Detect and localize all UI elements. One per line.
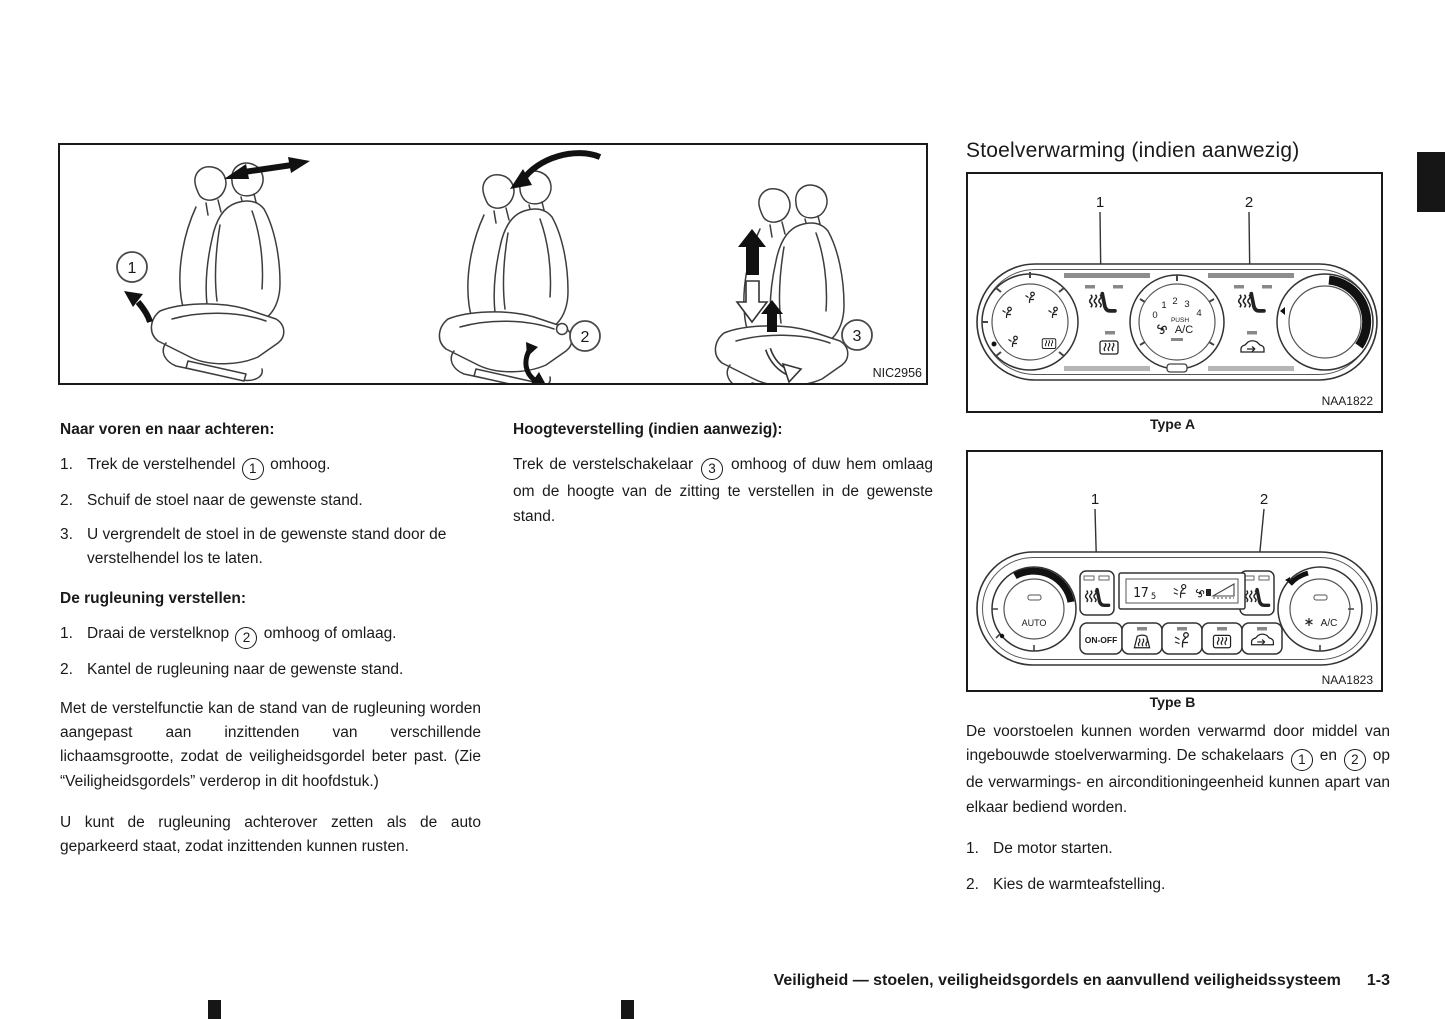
- ac-label: A/C: [1174, 324, 1194, 336]
- item-text: Kies de warmteafstelling.: [993, 876, 1166, 894]
- ac-label: A/C: [1320, 618, 1338, 629]
- footer-page-number: 1-3: [1366, 972, 1390, 989]
- heater-panel-type-a-drawing: [968, 174, 1381, 411]
- paragraph-height: [513, 453, 933, 529]
- list-item: [60, 622, 481, 649]
- figure-code: NIC2956: [872, 366, 922, 380]
- registration-mark: [621, 1000, 634, 1019]
- callout-2-label: 2: [1244, 194, 1254, 211]
- heading-seat-heating: Stoelverwarming (indien aanwezig): [966, 139, 1300, 162]
- callout-1-label: 1: [1090, 491, 1100, 508]
- paragraph-heating-post: op de verwarmings- en airconditioningeenheid kunnen apart van elkaar bediend worden.: [966, 747, 1390, 816]
- paragraph-height-post: omhoog of duw hem omlaag om de hoogte van de zitting te verstellen in de gewenste stand.: [513, 456, 934, 525]
- item-number: 2.: [60, 492, 73, 510]
- circled-number-3: 3: [701, 458, 723, 480]
- item-text-pre: Draai de verstelknop: [87, 625, 230, 643]
- seat-height-illustration: [715, 185, 872, 383]
- list-item: [60, 523, 481, 572]
- display-temp-frac: 5: [1151, 592, 1157, 602]
- item-number: 3.: [60, 525, 73, 543]
- callout-1-label: 1: [1095, 194, 1105, 211]
- temperature-dial: [1277, 274, 1373, 370]
- seat-adjustment-figure: [58, 143, 928, 385]
- fan-1-label: 1: [1161, 300, 1167, 311]
- climate-display: [1119, 573, 1245, 609]
- paragraph-heating-pre: De voorstoelen kunnen worden verwarmd door middel van ingebouwde stoelverwarming. De schakelaars: [966, 723, 1390, 765]
- heading-forward-back: Naar voren en naar achteren:: [60, 421, 275, 438]
- list-item: [60, 453, 481, 480]
- on-off-label: ON-OFF: [1084, 635, 1118, 645]
- page-footer: [400, 972, 1390, 990]
- footer-chapter-title: Veiligheid — stoelen, veiligheidsgordels en aanvullend veiligheidssysteem: [773, 972, 1341, 989]
- push-label: PUSH: [1170, 317, 1190, 324]
- dial-tab: [1167, 364, 1187, 372]
- up-arrow: [738, 229, 766, 275]
- callout-3-label: 3: [852, 328, 862, 345]
- list-item: [966, 873, 1390, 897]
- seat-slide-illustration: [117, 157, 310, 381]
- dial-position-dot: [992, 342, 997, 347]
- auto-label: AUTO: [1021, 618, 1047, 628]
- heater-panel-type-a-figure: [966, 172, 1383, 413]
- fan-0-label: 0: [1152, 310, 1158, 321]
- panel-b-button-row: [1080, 623, 1282, 654]
- fan-2-label: 2: [1172, 296, 1178, 307]
- circled-number-1: 1: [242, 458, 264, 480]
- callout-2-label: 2: [580, 329, 590, 346]
- ac-dial: [1278, 567, 1362, 651]
- paragraph-heating: [966, 720, 1390, 820]
- item-number: 1.: [60, 456, 73, 474]
- item-text-pre: Trek de verstelhendel: [87, 456, 236, 474]
- item-text: U vergrendelt de stoel in de gewenste stand door de verstelhendel los te laten.: [87, 525, 447, 567]
- auto-dial: [992, 567, 1076, 651]
- figure-code: NAA1822: [1321, 394, 1373, 408]
- heading-height: Hoogteverstelling (indien aanwezig):: [513, 421, 783, 438]
- list-item: [60, 658, 481, 682]
- circled-number-1: 1: [1291, 749, 1313, 771]
- fan-4-label: 4: [1196, 308, 1202, 319]
- seat-adjustment-drawing: [60, 145, 926, 383]
- recline-knob: [557, 324, 568, 335]
- column-seat-heating: [966, 720, 1390, 906]
- list-item: [60, 489, 481, 513]
- circled-number-2: 2: [1344, 749, 1366, 771]
- type-b-caption: Type B: [1149, 694, 1196, 710]
- paragraph-recline-function: Met de verstelfunctie kan de stand van de rugleuning worden aangepast aan inzittenden van verschillende lichaamsgrootte, zodat de veiligheidsgordel beter past. (Zie “Veiligheidsgordels” verderop in dit hoofdstuk.): [60, 699, 481, 790]
- seat-recline-illustration: [439, 153, 600, 383]
- down-arrow-outline: [737, 281, 767, 322]
- item-text: De motor starten.: [993, 839, 1113, 857]
- item-text-post: omhoog.: [270, 456, 331, 474]
- list-item: [966, 837, 1390, 861]
- circled-number-2: 2: [235, 627, 257, 649]
- figure-code: NAA1823: [1321, 673, 1373, 687]
- lever-arrow: [138, 302, 150, 322]
- paragraph-height-pre: Trek de verstelschakelaar: [513, 456, 694, 474]
- item-number: 2.: [966, 876, 979, 894]
- heading-backrest: De rugleuning verstellen:: [60, 590, 247, 608]
- chapter-tab-mark: [1417, 152, 1445, 212]
- item-number: 1.: [60, 625, 73, 643]
- display-temp: 17: [1133, 586, 1149, 601]
- callout-1-label: 1: [127, 260, 137, 277]
- paragraph-recline-rest: U kunt de rugleuning achterover zetten als de auto geparkeerd staat, zodat inzittenden kunnen rusten.: [60, 813, 481, 856]
- item-number: 2.: [60, 661, 73, 679]
- column-seat-adjust: [60, 418, 481, 873]
- item-text: Schuif de stoel naar de gewenste stand.: [87, 492, 363, 510]
- fan-3-label: 3: [1184, 299, 1190, 310]
- item-number: 1.: [966, 839, 979, 857]
- item-text: [87, 453, 481, 480]
- registration-mark: [208, 1000, 221, 1019]
- column-height-adjust: [513, 418, 933, 542]
- item-text-post: omhoog of omlaag.: [263, 625, 397, 643]
- type-a-caption: Type A: [1149, 416, 1196, 432]
- item-text: [87, 622, 481, 649]
- item-text: Kantel de rugleuning naar de gewenste stand.: [87, 661, 404, 679]
- heated-seat-left-button: [1080, 571, 1114, 615]
- paragraph-heating-mid: en: [1319, 747, 1337, 765]
- callout-2-label: 2: [1259, 491, 1269, 508]
- heater-panel-type-b-drawing: [968, 452, 1381, 690]
- heater-panel-type-b-figure: [966, 450, 1383, 692]
- air-distribution-dial: [982, 272, 1078, 370]
